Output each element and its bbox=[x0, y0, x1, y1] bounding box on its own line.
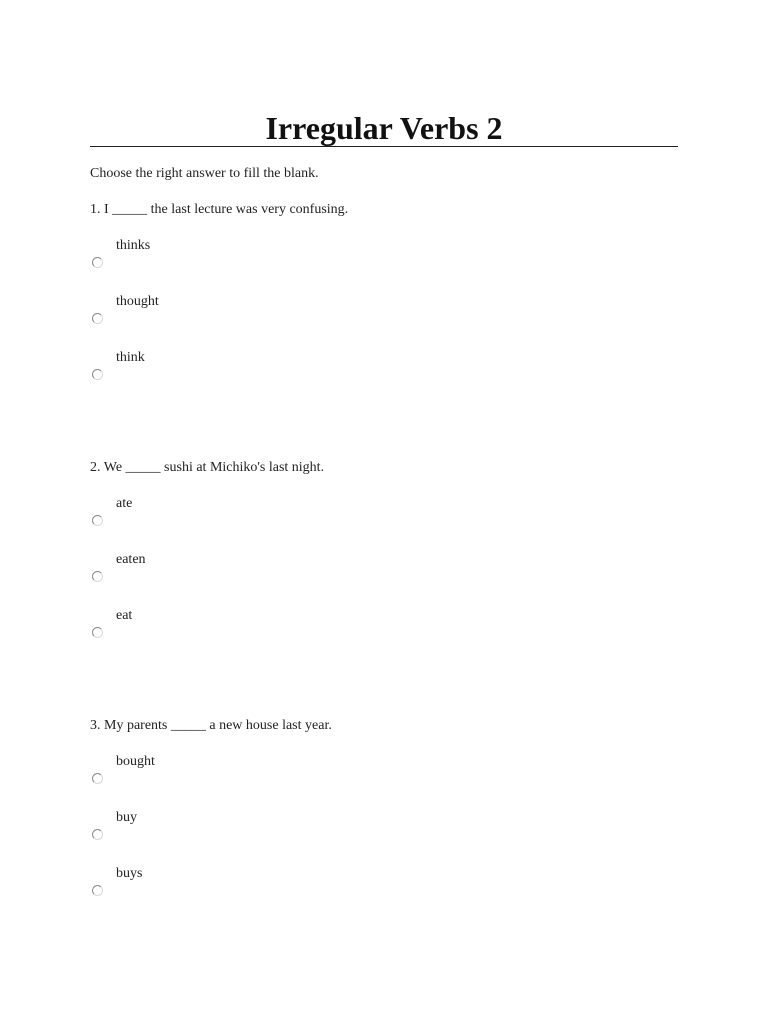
option-label: eaten bbox=[116, 552, 146, 567]
question-2-option-3[interactable] bbox=[90, 608, 390, 648]
radio-button[interactable] bbox=[92, 773, 103, 784]
question-1-option-1[interactable] bbox=[90, 238, 390, 278]
question-2-option-2[interactable] bbox=[90, 552, 390, 592]
question-2-option-1[interactable] bbox=[90, 496, 390, 536]
option-label: think bbox=[116, 350, 145, 365]
question-2-text: 2. We _____ sushi at Michiko's last night. bbox=[90, 460, 325, 475]
question-3-option-1[interactable] bbox=[90, 754, 390, 794]
question-1-option-3[interactable] bbox=[90, 350, 390, 390]
question-1-option-2[interactable] bbox=[90, 294, 390, 334]
question-3-option-2[interactable] bbox=[90, 810, 390, 850]
question-2 bbox=[90, 460, 690, 690]
title-divider bbox=[90, 146, 678, 147]
question-3-option-3[interactable] bbox=[90, 866, 390, 906]
radio-button[interactable] bbox=[92, 829, 103, 840]
option-label: thinks bbox=[116, 238, 151, 253]
option-label: bought bbox=[116, 754, 155, 769]
option-label: eat bbox=[116, 608, 133, 623]
option-label: buy bbox=[116, 810, 137, 825]
option-label: buys bbox=[116, 866, 143, 881]
option-label: ate bbox=[116, 496, 133, 511]
question-3 bbox=[90, 718, 690, 948]
radio-button[interactable] bbox=[92, 257, 103, 268]
radio-button[interactable] bbox=[92, 515, 103, 526]
page-title: Irregular Verbs 2 bbox=[265, 110, 503, 146]
radio-button[interactable] bbox=[92, 571, 103, 582]
radio-button[interactable] bbox=[92, 885, 103, 896]
option-label: thought bbox=[116, 294, 159, 309]
question-1 bbox=[90, 202, 690, 432]
radio-button[interactable] bbox=[92, 627, 103, 638]
question-3-text: 3. My parents _____ a new house last year. bbox=[90, 718, 332, 733]
instructions-text: Choose the right answer to fill the blank. bbox=[90, 166, 319, 181]
radio-button[interactable] bbox=[92, 369, 103, 380]
radio-button[interactable] bbox=[92, 313, 103, 324]
question-1-text: 1. I _____ the last lecture was very confusing. bbox=[90, 202, 349, 217]
